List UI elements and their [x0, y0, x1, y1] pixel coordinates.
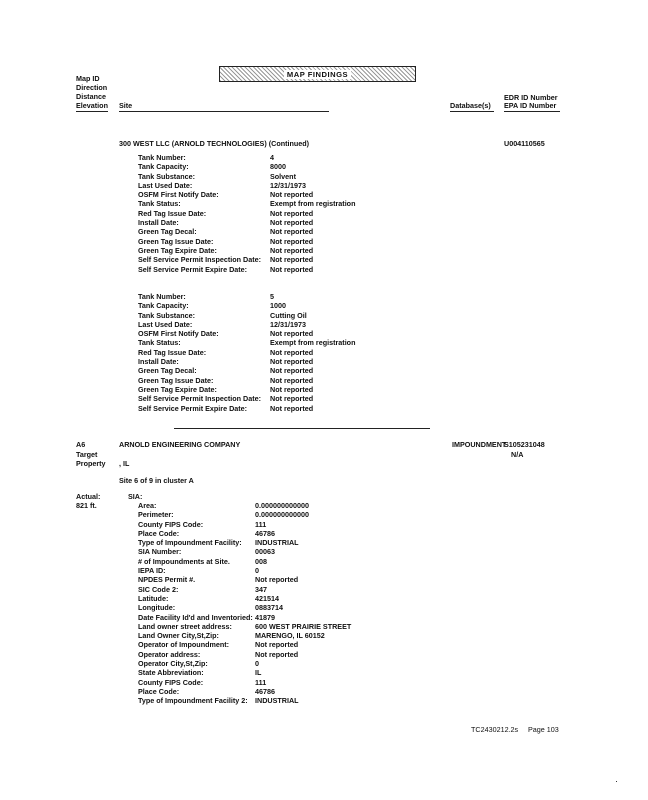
field-label: Install Date:: [138, 218, 179, 228]
site-database: IMPOUNDMENT: [452, 440, 507, 449]
field-value: Exempt from registration: [270, 338, 356, 348]
header-rule-db: [450, 111, 494, 112]
header-rule-right: [504, 111, 560, 112]
field-label: Self Service Permit Expire Date:: [138, 403, 248, 413]
header-database: Database(s): [450, 101, 491, 110]
field-value: 41879: [255, 612, 275, 622]
field-label: Operator City,St,Zip:: [138, 659, 208, 669]
field-value: 12/31/1973: [270, 319, 306, 329]
header-rule-left: [76, 111, 108, 112]
field-label: Green Tag Issue Date:: [138, 375, 214, 385]
field-label: Red Tag Issue Date:: [138, 208, 207, 218]
field-value: MARENGO, IL 60152: [255, 631, 325, 641]
site-property: Property: [76, 459, 106, 468]
field-value: Not reported: [270, 403, 314, 413]
field-value: Not reported: [270, 218, 314, 228]
field-label: IEPA ID:: [138, 566, 166, 576]
sia-label: SIA:: [128, 492, 143, 501]
field-label: Type of Impoundment Facility:: [138, 538, 242, 548]
field-value: Exempt from registration: [270, 199, 356, 209]
field-label: Last Used Date:: [138, 180, 193, 190]
field-label: Operator of Impoundment:: [138, 640, 230, 650]
field-value: Not reported: [270, 227, 314, 237]
field-value: Not reported: [255, 575, 299, 585]
field-value: Not reported: [270, 347, 314, 357]
field-value: Not reported: [270, 245, 314, 255]
field-label: Tank Status:: [138, 199, 181, 209]
header-site: Site: [119, 101, 133, 110]
field-value: 0.000000000000: [255, 501, 309, 510]
field-label: County FIPS Code:: [138, 677, 204, 687]
field-label: Tank Capacity:: [138, 301, 189, 311]
field-label: Green Tag Decal:: [138, 227, 197, 237]
field-value: 0: [255, 659, 259, 669]
field-label: Self Service Permit Inspection Date:: [138, 394, 262, 404]
site-elevation: 821 ft.: [76, 501, 97, 510]
continued-title: 300 WEST LLC (ARNOLD TECHNOLOGIES) (Continued): [119, 139, 310, 148]
field-label: Install Date:: [138, 357, 179, 367]
field-value: INDUSTRIAL: [255, 696, 299, 706]
field-label: Green Tag Issue Date:: [138, 236, 214, 246]
field-value: Solvent: [270, 171, 296, 181]
header-edr-id: EDR ID Number: [504, 93, 558, 102]
field-value: 008: [255, 556, 267, 566]
field-value: 46786: [255, 686, 275, 696]
field-label: Place Code:: [138, 686, 180, 696]
field-value: Not reported: [270, 357, 314, 367]
field-value: IL: [255, 668, 262, 678]
field-value: Not reported: [270, 394, 314, 404]
field-value: Not reported: [270, 375, 314, 385]
continued-edr-id: U004110565: [504, 139, 545, 148]
header-rule-site: [119, 111, 329, 112]
field-value: Not reported: [270, 255, 314, 265]
site-edr-id: S105231048: [504, 440, 545, 449]
site-actual-label: Actual:: [76, 492, 101, 501]
field-label: Tank Number:: [138, 153, 186, 162]
field-value: Cutting Oil: [270, 310, 307, 320]
field-value: 4: [270, 153, 274, 162]
field-value: INDUSTRIAL: [255, 538, 299, 548]
field-label: Place Code:: [138, 528, 180, 538]
field-label: Date Facility Id'd and Inventoried:: [138, 612, 253, 622]
field-value: 8000: [270, 162, 286, 172]
field-label: Self Service Permit Inspection Date:: [138, 255, 262, 265]
field-label: Longitude:: [138, 603, 176, 613]
field-value: 421514: [255, 593, 279, 603]
header-direction: Direction: [76, 83, 108, 92]
field-label: Operator address:: [138, 649, 201, 659]
scan-speck: [616, 781, 617, 782]
field-label: Tank Substance:: [138, 171, 195, 181]
field-label: Last Used Date:: [138, 319, 193, 329]
field-value: 347: [255, 584, 267, 594]
field-label: State Abbreviation:: [138, 668, 204, 678]
field-label: SIA Number:: [138, 547, 182, 557]
field-label: # of Impoundments at Site.: [138, 556, 230, 566]
site-epa-id: N/A: [511, 450, 524, 459]
site-map-id: A6: [76, 440, 86, 449]
site-name: ARNOLD ENGINEERING COMPANY: [119, 440, 241, 449]
field-value: 111: [255, 519, 267, 529]
field-value: 0: [255, 566, 259, 576]
field-value: 46786: [255, 528, 275, 538]
field-label: Tank Substance:: [138, 310, 195, 320]
field-value: Not reported: [270, 190, 314, 200]
field-value: 12/31/1973: [270, 180, 306, 190]
field-label: Tank Number:: [138, 292, 186, 301]
field-value: Not reported: [270, 366, 314, 376]
header-epa-id: EPA ID Number: [504, 101, 557, 110]
field-value: Not reported: [270, 208, 314, 218]
field-value: Not reported: [270, 264, 314, 274]
field-label: Self Service Permit Expire Date:: [138, 264, 248, 274]
field-label: Green Tag Expire Date:: [138, 245, 217, 255]
footer-page: Page 103: [528, 725, 559, 734]
header-distance: Distance: [76, 92, 106, 101]
field-value: Not reported: [270, 329, 314, 339]
field-label: Type of Impoundment Facility 2:: [138, 696, 248, 706]
field-label: Red Tag Issue Date:: [138, 347, 207, 357]
field-label: County FIPS Code:: [138, 519, 204, 529]
field-label: Land Owner City,St,Zip:: [138, 631, 219, 641]
field-value: Not reported: [270, 384, 314, 394]
field-label: NPDES Permit #.: [138, 575, 196, 585]
field-value: 0.000000000000: [255, 510, 309, 520]
field-label: Latitude:: [138, 593, 169, 603]
map-findings-banner: [219, 66, 416, 82]
site-address: , IL: [119, 459, 130, 468]
field-label: Tank Status:: [138, 338, 181, 348]
site-cluster: Site 6 of 9 in cluster A: [119, 476, 194, 485]
footer-doc-id: TC2430212.2s: [471, 725, 519, 734]
field-value: Not reported: [255, 640, 299, 650]
field-label: Area:: [138, 501, 157, 510]
header-map-id: Map ID: [76, 74, 100, 83]
field-label: OSFM First Notify Date:: [138, 190, 219, 200]
field-value: Not reported: [270, 236, 314, 246]
site-target: Target: [76, 450, 98, 459]
field-label: Green Tag Decal:: [138, 366, 197, 376]
field-value: 00063: [255, 547, 275, 557]
section-divider: [174, 428, 430, 429]
header-elevation: Elevation: [76, 101, 108, 110]
banner-title: MAP FINDINGS: [284, 70, 351, 79]
field-label: Green Tag Expire Date:: [138, 384, 217, 394]
field-label: Land owner street address:: [138, 621, 232, 631]
field-value: 600 WEST PRAIRIE STREET: [255, 621, 352, 631]
field-value: 111: [255, 677, 267, 687]
field-value: 1000: [270, 301, 286, 311]
field-label: SIC Code 2:: [138, 584, 179, 594]
field-label: Perimeter:: [138, 510, 174, 520]
field-value: 5: [270, 292, 274, 301]
field-value: 0883714: [255, 603, 283, 613]
field-label: OSFM First Notify Date:: [138, 329, 219, 339]
field-label: Tank Capacity:: [138, 162, 189, 172]
field-value: Not reported: [255, 649, 299, 659]
